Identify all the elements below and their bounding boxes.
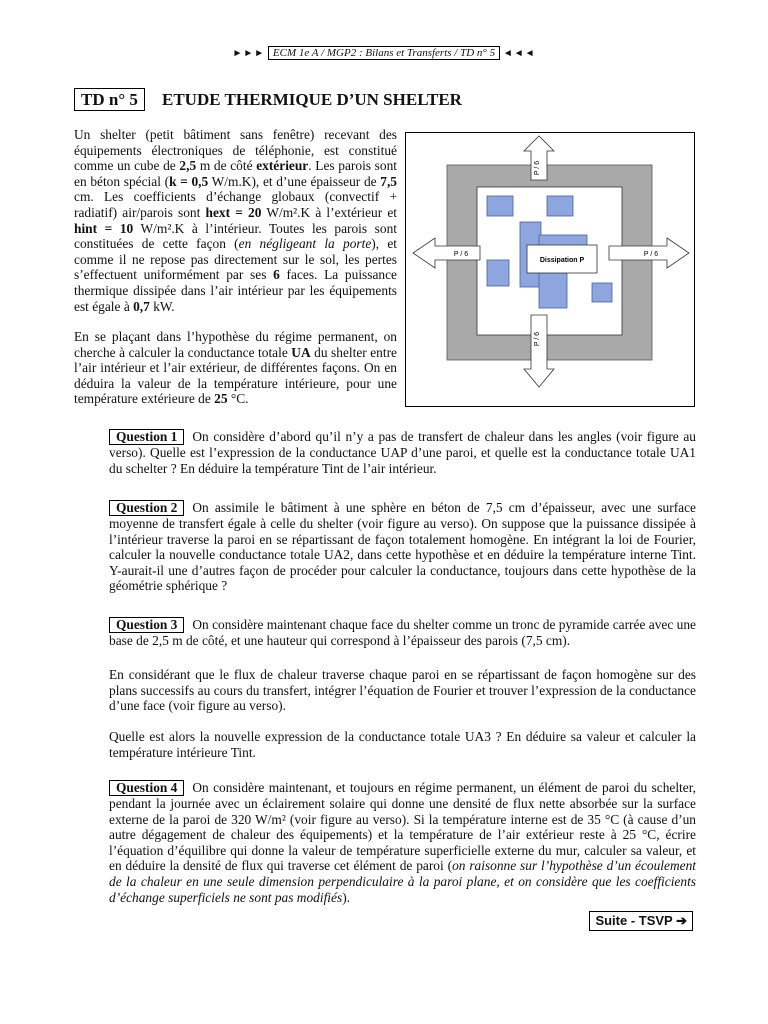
- question-4-italic: on raisonne sur l’hypothèse d’un écoulement de la chaleur en une seule dimension perpendiculaire à la paroi plane, et on considère que les coefficients d’échange superficiels ne sont pas modifiés: [109, 858, 696, 905]
- arrow-label-right: P / 6: [643, 251, 659, 258]
- question-2: [109, 500, 696, 594]
- question-1-label: Question 1: [109, 429, 184, 445]
- arrow-label-down: P / 6: [534, 331, 541, 347]
- page-title: ETUDE THERMIQUE D’UN SHELTER: [162, 90, 462, 109]
- intro-paragraph-2: En se plaçant dans l’hypothèse du régime permanent, on cherche à calculer la conductance totale UA du shelter entre l’air intérieur et l’air extérieur, de différentes façons. On en déduira la valeur de la température intérieure, pour une température extérieure de 25 °C.: [74, 329, 398, 407]
- question-2-label: Question 2: [109, 500, 184, 516]
- question-4: Question 4 On considère maintenant, et toujours en régime permanent, un élément de paroi du schelter, pendant la journée avec un éclairement solaire qui donne une densité de flux nette absorbée sur la surface externe de la paroi de 320 W/m² (voir figure au verso). Si la température interne est de 35 °C (à cause d’un autre dégagement de chaleur des équipements) et la température de l’air extérieur reste à 25 °C, écrire l’équation d’équilibre qui donne la valeur de température superficielle externe du mur, calculer sa valeur, et en déduire la densité de flux qui traverse cet élément de paroi (on raisonne sur l’hypothèse d’un écoulement de la chaleur en une seule dimension perpendiculaire à la paroi plane, et on considère que les coefficients d’échange superficiels ne sont pas modifiés).: [109, 780, 696, 905]
- question-3: [109, 617, 696, 649]
- intro-paragraph-1: Un shelter (petit bâtiment sans fenêtre) recevant des équipements électroniques de téléphonie, est constitué comme un cube de 2,5 m de côté extérieur. Les parois sont en béton spécial (k = 0,5 W/m.K), et d’une épaisseur de 7,5 cm. Les coefficients d’échange globaux (convectif + radiatif) air/parois sont hext = 20 W/m².K à l’extérieur et hint = 10 W/m².K à l’intérieur. Toutes les parois sont constituées de cette façon (en négligeant la porte), et comme il ne repose pas directement sur le sol, les pertes s’effectuent uniformément par ses 6 faces. La puissance thermique dissipée dans l’air intérieur par les équipements est égale à 0,7 kW.: [74, 127, 398, 314]
- course-header: [0, 47, 768, 59]
- question-4-label: Question 4: [109, 780, 184, 796]
- question-4-text: On considère maintenant, et toujours en régime permanent, un élément de paroi du schelter, pendant la journée avec un éclairement solaire qui donne une densité de flux nette absorbée sur la surface externe de la paroi de 320 W/m² (voir figure au verso). Si la température interne est de 35 °C (à cause d’un autre dégagement de chaleur des équipements) et la température de l’air extérieur reste à 25 °C, écrire l’équation d’équilibre qui donne la valeur de température superficielle externe du mur, calculer sa valeur, et en déduire la densité de flux qui traverse cet élément de paroi (: [109, 780, 696, 874]
- arrow-label-up: P / 6: [534, 160, 541, 176]
- header-arrows-left: ►►►: [232, 48, 266, 59]
- question-3-paragraph-3: Quelle est alors la nouvelle expression de la conductance totale UA3 ? En déduire sa valeur et calculer la température intérieure Tint.: [109, 729, 696, 760]
- question-3-paragraph-2: En considérant que le flux de chaleur traverse chaque paroi en se répartissant de façon homogène sur des plans successifs au cours du transfert, intégrer l’équation de Fourier et trouver l’expression de la conductance d’une face (voir figure au verso).: [109, 667, 696, 714]
- dissipation-label: Dissipation P: [539, 257, 585, 264]
- suite-tsvp-label: Suite - TSVP ➔: [589, 911, 693, 931]
- arrow-label-left: P / 6: [453, 251, 469, 258]
- shelter-figure: [405, 132, 695, 407]
- header-arrows-right: ◄◄◄: [502, 48, 536, 59]
- question-2-text: On assimile le bâtiment à une sphère en béton de 7,5 cm d’épaisseur, avec une surface moyenne de transfert égale à celle du shelter (voir figure au verso). On suppose que la puissance dissipée à l’intérieur traverse la paroi en se répartissant de façon totalement homogène. En intégrant la loi de Fourier, calculer la nouvelle conductance totale UA2, dans cette hypothèse et en déduire la température interne Tint. Y-aurait-il une d’autres façon de procéder pour calculer la conductance, toujours dans cette hypothèse de la géométrie sphérique ?: [109, 500, 696, 594]
- question-1-text: On considère d’abord qu’il n’y a pas de transfert de chaleur dans les angles (voir figure au verso). Quelle est l’expression de la conductance UAP d’une paroi, et quelle est la conductance totale UA1 du schelter ? En déduire la température Tint de l’air intérieur.: [109, 429, 696, 476]
- question-1: [109, 429, 696, 476]
- td-number: TD n° 5: [74, 88, 145, 111]
- course-header-text: ECM 1e A / MGP2 : Bilans et Transferts / TD n° 5: [268, 46, 500, 60]
- question-3-text: On considère maintenant chaque face du shelter comme un tronc de pyramide carrée avec une base de 2,5 m de côté, et une hauteur qui correspond à l’épaisseur des parois (7,5 cm).: [109, 617, 696, 648]
- question-3-label: Question 3: [109, 617, 184, 633]
